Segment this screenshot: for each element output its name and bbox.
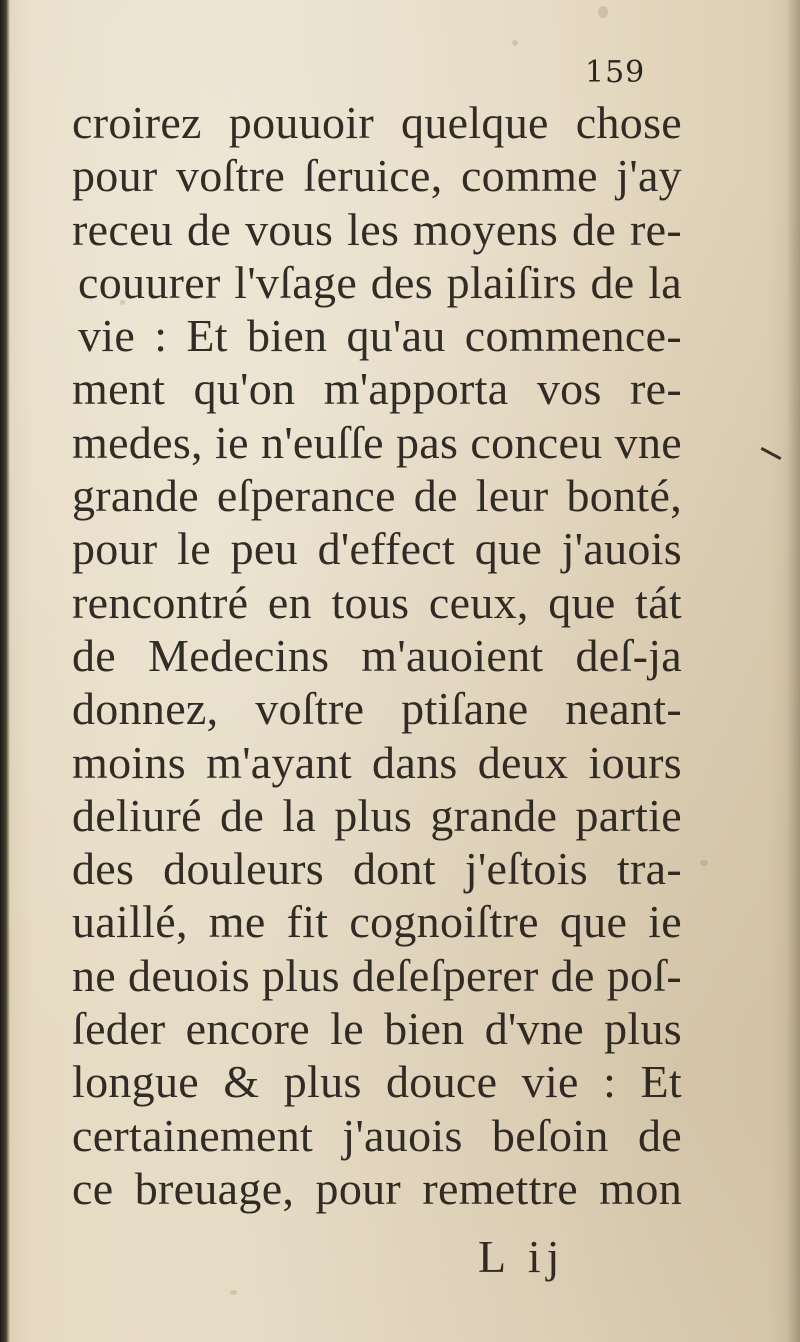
text-line: deliuré de la plus grande partie [72, 789, 682, 841]
text-line: uaillé, me fit cognoiſtre que ie [72, 896, 682, 948]
page-gutter [0, 0, 10, 1342]
text-line: ne deuois plus deſeſperer de poſ- [72, 949, 682, 1001]
text-line: certainement j'auois beſoin de [72, 1109, 682, 1161]
text-line: ment qu'on m'apporta vos re- [72, 363, 682, 415]
text-line: des douleurs dont j'eſtois tra- [72, 843, 682, 895]
text-line: pour voſtre ſeruice, comme j'ay [72, 150, 682, 202]
text-line: donnez, voſtre ptiſane neant- [72, 683, 682, 735]
signature-mark: L ij [478, 1231, 566, 1282]
page-number: 159 [585, 55, 646, 90]
paper-stain [230, 1290, 237, 1295]
text-line: pour le peu d'effect que j'auois [72, 523, 682, 575]
text-line: moins m'ayant dans deux iours [72, 736, 682, 788]
text-line: grande eſperance de leur bonté, [72, 470, 682, 522]
text-line: receu de vous les moyens de re- [72, 203, 682, 255]
text-line: rencontré en tous ceux, que tát [72, 576, 682, 628]
paper-stain [598, 6, 608, 18]
text-line: de Medecins m'auoient deſ-ja [72, 629, 682, 681]
text-line: ce breuage, pour remettre mon [72, 1162, 682, 1214]
margin-mark [761, 447, 782, 460]
text-line: medes, ie n'euſſe pas conceu vne [72, 416, 682, 468]
paper-stain [512, 40, 518, 46]
body-text [72, 96, 682, 1215]
text-line: couurer l'vſage des plaiſirs de la [78, 256, 682, 308]
text-line: longue & plus douce vie : Et [72, 1056, 682, 1108]
text-line: vie : Et bien qu'au commence- [78, 310, 682, 362]
text-line: ſeder encore le bien d'vne plus [72, 1003, 682, 1055]
paper-stain [700, 860, 708, 866]
page-edge-shadow [786, 0, 800, 1342]
text-line: croirez pouuoir quelque chose [72, 97, 682, 148]
